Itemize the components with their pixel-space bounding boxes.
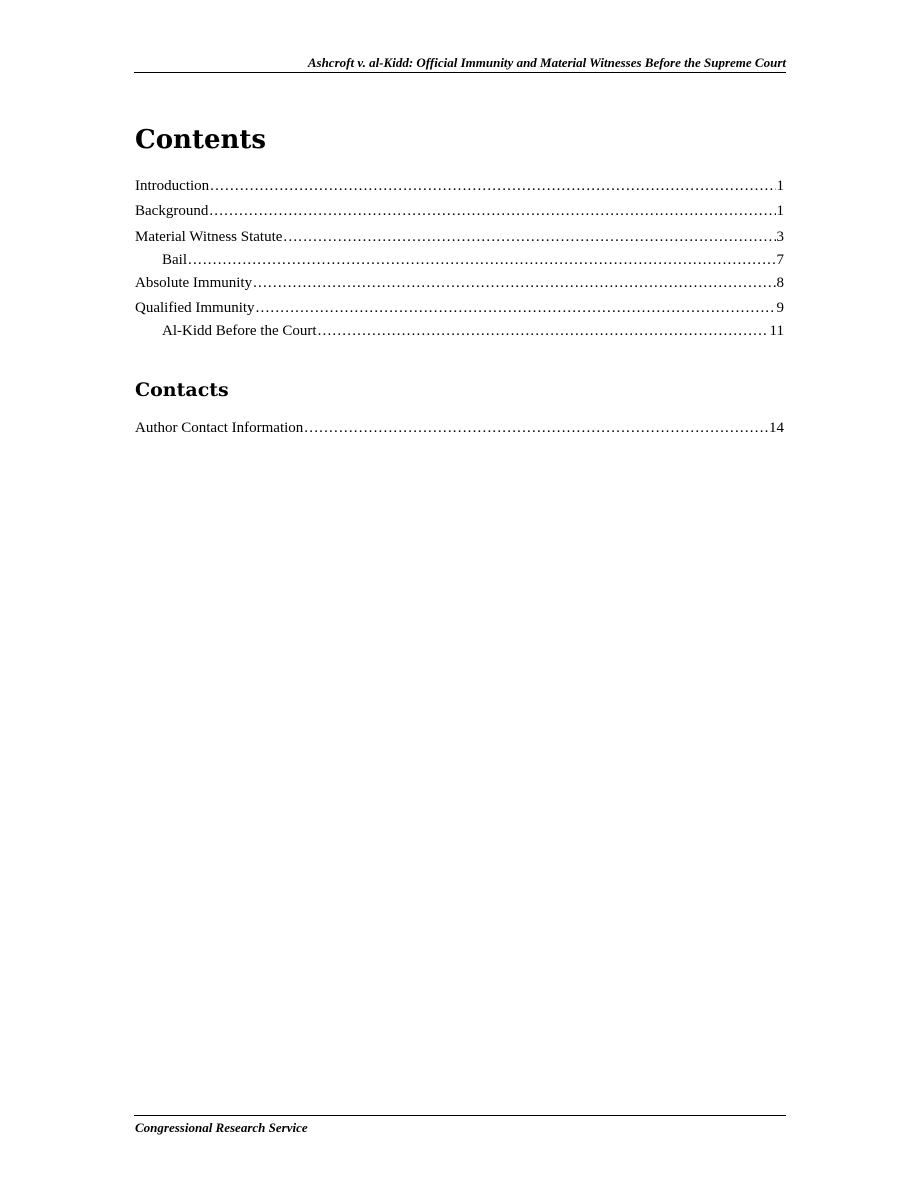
contacts-heading: Contacts [135,379,229,401]
footer-divider [134,1115,786,1116]
dot-leader [210,176,775,196]
toc-entry-label: Al-Kidd Before the Court [162,323,317,339]
toc-entry-qualified-immunity[interactable] [135,298,784,318]
toc-entry-label: Author Contact Information [135,420,304,436]
toc-page-number: 14 [769,420,784,436]
toc-page-number: 1 [776,178,784,194]
dot-leader [209,201,775,221]
running-header: Ashcroft v. al-Kidd: Official Immunity and Material Witnesses Before the Supreme Court [307,55,786,70]
toc-entry-absolute-immunity[interactable] [135,273,784,293]
toc-page-number: 3 [776,229,784,245]
toc-entry-background[interactable] [135,201,784,221]
toc-page-number: 11 [769,323,784,339]
toc-page-number: 9 [776,300,784,316]
toc-page-number: 7 [776,252,784,268]
toc-entry-label: Material Witness Statute [135,229,283,245]
running-footer: Congressional Research Service [135,1120,308,1135]
toc-entry-label: Absolute Immunity [135,275,253,291]
toc-entry-al-kidd-before-the-court[interactable] [135,321,784,341]
toc-entry-author-contact-information[interactable] [135,418,784,438]
toc-entry-label: Background [135,203,209,219]
toc-entry-label: Bail [162,252,187,268]
contents-heading: Contents [135,125,267,155]
toc-entry-label: Introduction [135,178,210,194]
toc-entry-introduction[interactable] [135,176,784,196]
toc-page-number: 8 [776,275,784,291]
dot-leader [283,227,775,247]
dot-leader [304,418,768,438]
dot-leader [318,321,769,341]
toc-entry-material-witness-statute[interactable] [135,227,784,247]
dot-leader [256,298,776,318]
toc-page-number: 1 [776,203,784,219]
dot-leader [253,273,775,293]
dot-leader [188,250,776,270]
header-divider [134,72,786,73]
toc-entry-bail[interactable] [135,250,784,270]
toc-entry-label: Qualified Immunity [135,300,255,316]
